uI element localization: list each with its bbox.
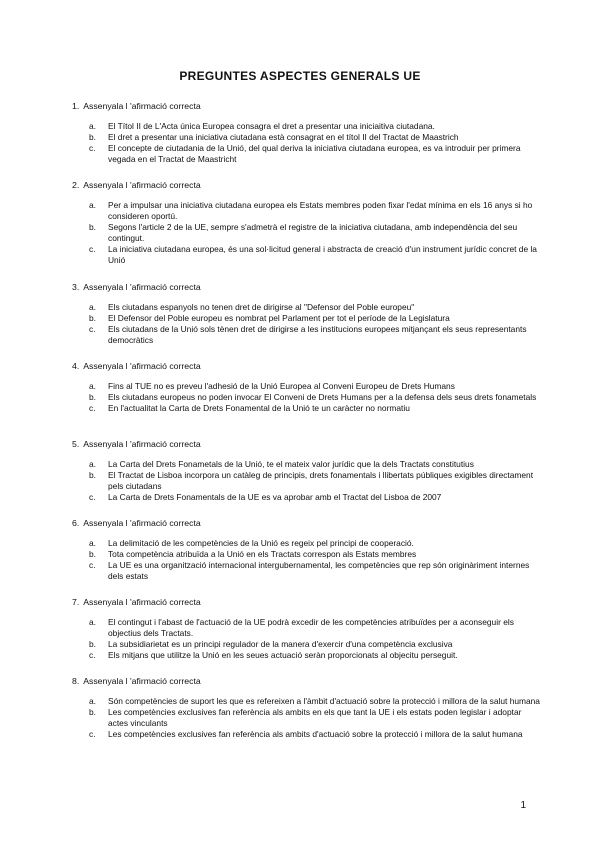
option	[72, 492, 542, 503]
question-number: 5.	[72, 439, 80, 449]
option-text: Tota competència atribuïda a la Unió en els Tractats correspon als Estats membres	[108, 549, 417, 559]
option-text: La delimitació de les competències de la Unió es regeix pel principi de cooperació.	[108, 538, 414, 548]
option	[72, 313, 542, 324]
option	[72, 222, 542, 244]
option-text: En l'actualitat la Carta de Drets Fonamental de la Unió te un caràcter no normatiu	[108, 403, 410, 413]
question-prompt	[72, 597, 542, 608]
option-letter: c.	[89, 492, 96, 502]
option-text: Les competències exclusives fan referència als ambits en els que tant la UE i els estats poden legislar i adoptar actes vinculants	[108, 707, 522, 728]
question-number: 4.	[72, 361, 80, 371]
question-text: Assenyala l 'afirmació correcta	[83, 597, 201, 607]
question-number: 7.	[72, 597, 80, 607]
option-letter: a.	[89, 200, 96, 210]
option	[72, 470, 542, 492]
question-text: Assenyala l 'afirmació correcta	[83, 676, 201, 686]
option	[72, 639, 542, 650]
option	[72, 244, 542, 266]
option	[72, 617, 542, 639]
option-text: El dret a presentar una iniciativa ciutadana està consagrat en el títol II del Tractat de Maastrich	[108, 132, 459, 142]
question-prompt	[72, 518, 542, 529]
option-text: El contingut i l'abast de l'actuació de la UE podrà excedir de les competències atribuïdes per a aconseguir els objectius dels Tractats.	[108, 617, 514, 638]
option	[72, 459, 542, 470]
option-letter: b.	[89, 639, 96, 649]
option	[72, 132, 542, 143]
option-letter: a.	[89, 617, 96, 627]
question-1	[72, 101, 542, 165]
option-text: Les competències exclusives fan referència als ambits d'actuació sobre la protecció i millora de la salut humana	[108, 729, 523, 739]
question-number: 8.	[72, 676, 80, 686]
option	[72, 696, 542, 707]
option-letter: a.	[89, 121, 96, 131]
option-text: La Carta del Drets Fonametals de la Unió, te el mateix valor jurídic que la dels Tractats constitutius	[108, 459, 474, 469]
question-number: 3.	[72, 282, 80, 292]
question-prompt	[72, 361, 542, 372]
option-letter: c.	[89, 143, 96, 153]
option-text: Els ciutadans de la Unió sols tènen dret de dirigirse a les institucions europees mitjançant els seus representants democràtics	[108, 324, 527, 345]
option	[72, 729, 542, 740]
question-prompt	[72, 282, 542, 293]
option-text: El Defensor del Poble europeu es nombrat pel Parlament per tot el període de la Legislatura	[108, 313, 450, 323]
option-text: Per a impulsar una iniciativa ciutadana europea els Estats membres poden fixar l'edat mínima en els 16 anys si ho consideren oportú.	[108, 200, 533, 221]
option-text: Fins al TUE no es preveu l'adhesió de la Unió Europea al Conveni Europeu de Drets Humans	[108, 381, 455, 391]
option-text: La iniciativa ciutadana europea, és una sol·licitud general i abstracta de creació d'un instrument jurídic concret de la Unió	[108, 244, 537, 265]
question-2	[72, 180, 542, 266]
option-letter: c.	[89, 403, 96, 413]
question-8	[72, 676, 542, 740]
option	[72, 302, 542, 313]
option-letter: b.	[89, 549, 96, 559]
option-letter: a.	[89, 696, 96, 706]
option-letter: b.	[89, 470, 96, 480]
option	[72, 200, 542, 222]
option-letter: c.	[89, 650, 96, 660]
option-text: El concepte de ciutadania de la Unió, del qual deriva la iniciativa ciutadana europea, es va introduir per primera vegada en el Tractat de Maastricht	[108, 143, 521, 164]
question-7	[72, 597, 542, 661]
question-number: 1.	[72, 101, 80, 111]
question-3	[72, 282, 542, 346]
option-letter: c.	[89, 244, 96, 254]
question-text: Assenyala l 'afirmació correcta	[83, 101, 201, 111]
option	[72, 560, 542, 582]
option-text: El Títol II de L'Acta única Europea consagra el dret a presentar una iniciaitiva ciutadana.	[108, 121, 435, 131]
question-text: Assenyala l 'afirmació correcta	[83, 282, 201, 292]
option-letter: a.	[89, 538, 96, 548]
option-text: La subsidiarietat es un principi regulador de la manera d'exercir d'una competència exclusiva	[108, 639, 453, 649]
option-text: Els ciutadans europeus no poden invocar El Conveni de Drets Humans per a la defensa dels seus drets fonametals	[108, 392, 537, 402]
page-title: PREGUNTES ASPECTES GENERALS UE	[179, 69, 421, 83]
option	[72, 707, 542, 729]
option-letter: c.	[89, 729, 96, 739]
option-text: Segons l'article 2 de la UE, sempre s'admetrà el registre de la iniciativa ciutadana, amb independència del seu contingut.	[108, 222, 518, 243]
question-prompt	[72, 101, 542, 112]
option-letter: a.	[89, 302, 96, 312]
question-text: Assenyala l 'afirmació correcta	[83, 180, 201, 190]
option	[72, 549, 542, 560]
question-text: Assenyala l 'afirmació correcta	[83, 361, 201, 371]
option	[72, 324, 542, 346]
option-text: La Carta de Drets Fonamentals de la UE es va aprobar amb el Tractat del Lisboa de 2007	[108, 492, 442, 502]
option	[72, 143, 542, 165]
option-letter: b.	[89, 222, 96, 232]
option	[72, 121, 542, 132]
option-text: Els ciutadans espanyols no tenen dret de dirigirse al "Defensor del Poble europeu"	[108, 302, 415, 312]
option-text: Són competències de suport les que es refereixen a l'àmbit d'actuació sobre la protecció i millora de la salut humana	[108, 696, 540, 706]
option-text: Els mitjans que utilitze la Unió en les seues actuació seràn proporcionats al objecitu perseguit.	[108, 650, 458, 660]
question-text: Assenyala l 'afirmació correcta	[83, 518, 201, 528]
question-number: 6.	[72, 518, 80, 528]
question-text: Assenyala l 'afirmació correcta	[83, 439, 201, 449]
question-6	[72, 518, 542, 582]
option	[72, 538, 542, 549]
question-prompt	[72, 180, 542, 191]
option-letter: c.	[89, 324, 96, 334]
option	[72, 381, 542, 392]
question-prompt	[72, 439, 542, 450]
option-letter: b.	[89, 313, 96, 323]
option-letter: c.	[89, 560, 96, 570]
option-text: El Tractat de Lisboa incorpora un catàleg de principis, drets fonamentals i llibertats públiques exigibles directament pels ciutadans	[108, 470, 534, 491]
question-number: 2.	[72, 180, 80, 190]
question-5	[72, 439, 542, 503]
option-letter: b.	[89, 132, 96, 142]
option-letter: b.	[89, 392, 96, 402]
option	[72, 650, 542, 661]
question-4	[72, 361, 542, 414]
option-letter: b.	[89, 707, 96, 717]
option	[72, 403, 542, 414]
option-letter: a.	[89, 459, 96, 469]
page-number: 1	[520, 800, 526, 811]
option	[72, 392, 542, 403]
option-letter: a.	[89, 381, 96, 391]
question-prompt	[72, 676, 542, 687]
option-text: La UE es una organització internacional intergubernamental, les competències que rep són originàriment internes dels estats	[108, 560, 530, 581]
